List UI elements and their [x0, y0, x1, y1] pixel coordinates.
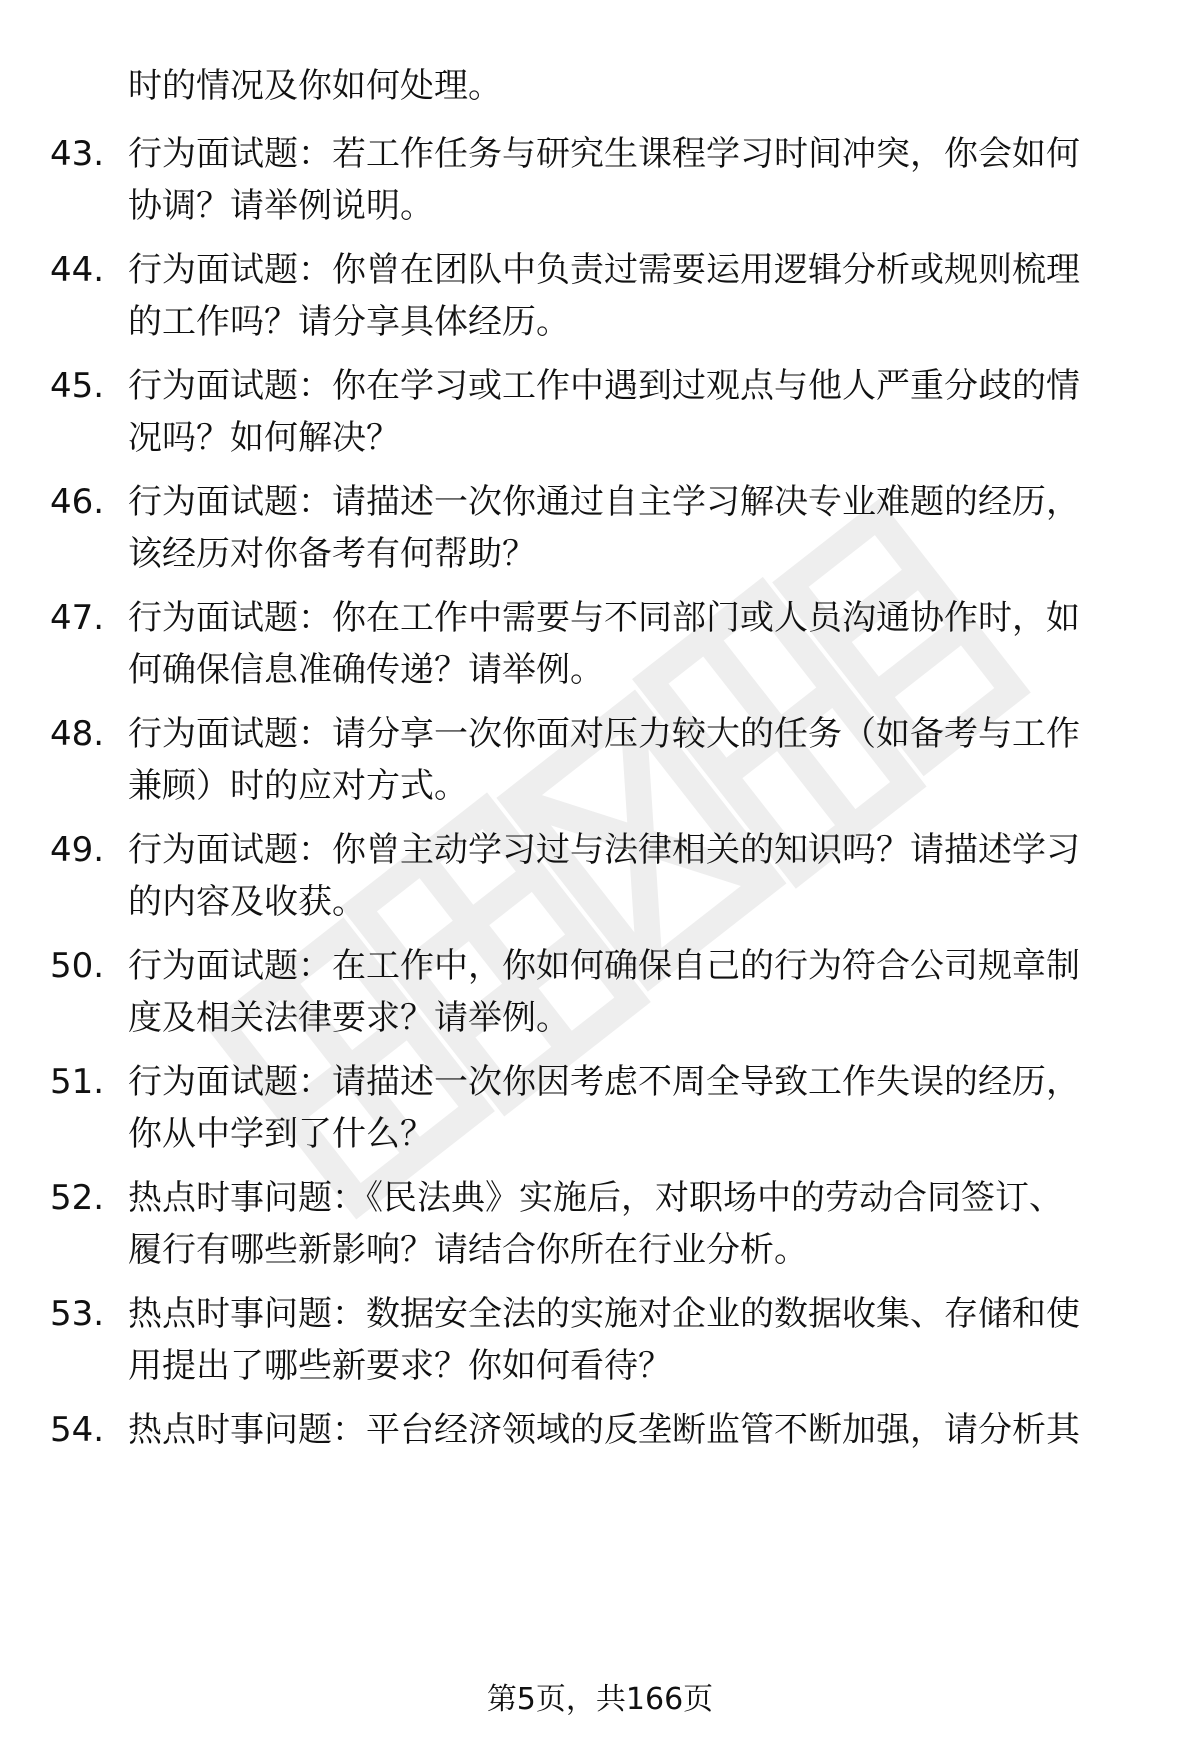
continuation-line: 时的情况及你如何处理。 — [128, 66, 502, 106]
question-text-line: 行为面试题：你曾主动学习过与法律相关的知识吗？请描述学习 — [128, 830, 1080, 870]
question-number: 49. — [50, 830, 105, 870]
question-number: 44. — [50, 250, 105, 290]
question-number: 47. — [50, 598, 105, 638]
question-number: 50. — [50, 946, 105, 986]
question-text-line: 行为面试题：在工作中，你如何确保自己的行为符合公司规章制 — [128, 946, 1080, 986]
question-number: 46. — [50, 482, 105, 522]
question-text-line: 该经历对你备考有何帮助？ — [128, 534, 536, 574]
question-number: 48. — [50, 714, 105, 754]
question-text-line: 热点时事问题：平台经济领域的反垄断监管不断加强，请分析其 — [128, 1410, 1080, 1450]
question-number: 54. — [50, 1410, 105, 1450]
question-text-line: 行为面试题：请描述一次你因考虑不周全导致工作失误的经历， — [128, 1062, 1080, 1102]
question-text-line: 况吗？如何解决？ — [128, 418, 400, 458]
page-footer: 第5页，共166页 — [486, 1682, 714, 1717]
question-text-line: 行为面试题：你在工作中需要与不同部门或人员沟通协作时，如 — [128, 598, 1080, 638]
question-number: 45. — [50, 366, 105, 406]
question-text-line: 协调？请举例说明。 — [128, 186, 434, 226]
question-number: 52. — [50, 1178, 105, 1218]
question-text-line: 热点时事问题：数据安全法的实施对企业的数据收集、存储和使 — [128, 1294, 1080, 1334]
question-text-line: 的内容及收获。 — [128, 882, 366, 922]
question-text-line: 何确保信息准确传递？请举例。 — [128, 650, 604, 690]
question-text-line: 的工作吗？请分享具体经历。 — [128, 302, 570, 342]
question-number: 43. — [50, 134, 105, 174]
question-text-line: 行为面试题：请描述一次你通过自主学习解决专业难题的经历， — [128, 482, 1080, 522]
question-text-line: 行为面试题：若工作任务与研究生课程学习时间冲突，你会如何 — [128, 134, 1080, 174]
question-text-line: 度及相关法律要求？请举例。 — [128, 998, 570, 1038]
question-text-line: 热点时事问题：《民法典》实施后，对职场中的劳动合同签订、 — [128, 1178, 1063, 1218]
question-text-line: 兼顾）时的应对方式。 — [128, 766, 468, 806]
question-text-line: 你从中学到了什么？ — [128, 1114, 434, 1154]
question-text-line: 行为面试题：你曾在团队中负责过需要运用逻辑分析或规则梳理 — [128, 250, 1080, 290]
question-text-line: 用提出了哪些新要求？你如何看待？ — [128, 1346, 672, 1386]
question-text-line: 履行有哪些新影响？请结合你所在行业分析。 — [128, 1230, 808, 1270]
question-number: 53. — [50, 1294, 105, 1334]
question-text-line: 行为面试题：你在学习或工作中遇到过观点与他人严重分歧的情 — [128, 366, 1080, 406]
question-number: 51. — [50, 1062, 105, 1102]
question-text-line: 行为面试题：请分享一次你面对压力较大的任务（如备考与工作 — [128, 714, 1080, 754]
